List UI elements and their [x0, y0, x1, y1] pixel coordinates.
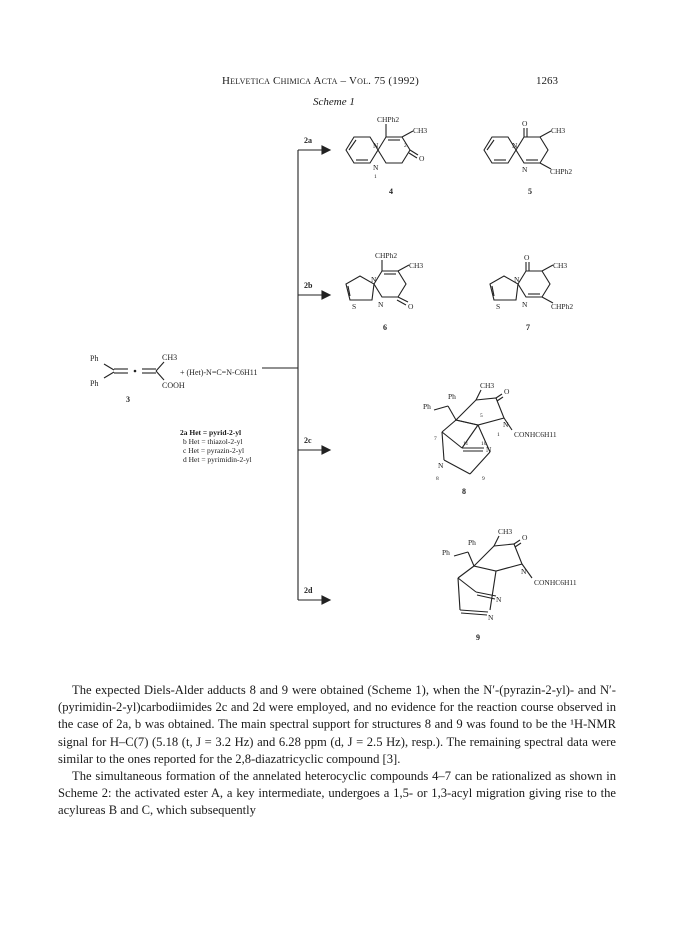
arrow-label-2c: 2c [304, 436, 312, 445]
c5-chph2: CHPh2 [550, 167, 573, 176]
c7-label: 7 [526, 323, 530, 332]
c8-n-10: N [486, 445, 492, 454]
c9-n-b: N [488, 613, 494, 622]
c4-pos-2: 2 [404, 143, 407, 149]
c4-oxo: O [419, 154, 425, 163]
c8-pos-1: 1 [497, 432, 500, 438]
c6-chph2: CHPh2 [375, 251, 398, 260]
c6-ch3: CH3 [409, 261, 424, 270]
compound-7 [490, 253, 573, 332]
c5-oxo: O [522, 119, 528, 128]
c3-label: 3 [126, 395, 130, 404]
c3-ch3: CH3 [162, 353, 178, 362]
legend-2a: 2a Het = pyrid-2-yl [180, 428, 242, 437]
c4-ch3: CH3 [413, 126, 428, 135]
arrow-label-2b: 2b [304, 281, 313, 290]
page-number: 1263 [536, 75, 558, 87]
compound-8 [423, 381, 557, 496]
c6-label: 6 [383, 323, 387, 332]
legend-2c: c Het = pyrazin-2-yl [183, 446, 245, 455]
c9-ch3: CH3 [498, 527, 513, 536]
compound-3 [90, 353, 257, 404]
paragraph-2: The simultaneous formation of the annelated heterocyclic compounds 4–7 can be rationalized as shown in Scheme 2: the activated ester A, a key intermediate, undergoes a 1,5- or 1,3-acyl migration giving rise to the acylureas B and C, which subsequently [58, 769, 616, 818]
c7-n-bridge: N [514, 275, 520, 284]
compound-9 [442, 527, 577, 642]
c9-ph-top: Ph [468, 538, 476, 547]
arrow-label-2d: 2d [304, 586, 313, 595]
compound-4 [346, 115, 427, 196]
c5-ch3: CH3 [551, 126, 566, 135]
c3-ph-bottom: Ph [90, 379, 99, 388]
paragraph-1: The expected Diels-Alder adducts 8 and 9 were obtained (Scheme 1), when the N′-(pyrazin-2-yl)- and N′-(pyrimidin-2-yl)carbodiimides 2c and 2d were employed, and no evidence for the reaction course observed in the case of 2a, b was obtained. The main spectral support for structures 8 and 9 was found to be the ¹H-NMR signal for H–C(7) (5.18 (t, J = 3.2 Hz) and 6.28 ppm (d, J = 2.5 Hz), resp.). The remaining spectral data were similar to the ones reported for the 2,8-diazatricyclic compound [3]. [58, 683, 616, 766]
c8-oxo: O [504, 387, 510, 396]
c8-pos-7: 7 [434, 436, 437, 442]
c7-n-ring: N [522, 300, 528, 309]
c8-ph-left: Ph [423, 402, 431, 411]
het-legend [180, 428, 252, 464]
c5-n-bridge: N [512, 141, 518, 150]
c9-ph-left: Ph [442, 548, 450, 557]
c3-ph-top: Ph [90, 354, 99, 363]
body-text [58, 682, 616, 820]
reagent-carbodiimide: + (Het)-N=C=N-C6H11 [180, 368, 258, 377]
c9-amide: CONHC6H11 [534, 578, 577, 587]
running-head: Helvetica Chimica Acta – Vol. 75 (1992) [222, 75, 419, 87]
c4-chph2: CHPh2 [377, 115, 400, 124]
c9-label: 9 [476, 633, 480, 642]
c5-n-ring: N [522, 165, 528, 174]
c8-amide: CONHC6H11 [514, 430, 557, 439]
c8-n-lactam: N [503, 420, 509, 429]
c9-n-lactam: N [521, 567, 527, 576]
c7-ch3: CH3 [553, 261, 568, 270]
compound-6 [346, 251, 423, 332]
c6-n-bridge: N [371, 275, 377, 284]
c3-cooh: COOH [162, 381, 185, 390]
scheme-title: Scheme 1 [313, 96, 355, 108]
c8-pos-5: 5 [480, 413, 483, 419]
c8-n-8: N [438, 461, 444, 470]
c8-ch3: CH3 [480, 381, 495, 390]
c9-n-a: N [496, 595, 502, 604]
c4-pos-1: 1 [374, 174, 377, 180]
arrow-label-2a: 2a [304, 136, 312, 145]
c8-pos-8: 8 [436, 476, 439, 482]
c4-label: 4 [389, 187, 393, 196]
c8-pos-11: 11 [463, 441, 469, 447]
c6-n-ring: N [378, 300, 384, 309]
c4-n-bridge: N [373, 141, 379, 150]
c5-label: 5 [528, 187, 532, 196]
c8-label: 8 [462, 487, 466, 496]
c8-ph-top: Ph [448, 392, 456, 401]
reaction-branches [262, 146, 330, 604]
legend-2b: b Het = thiazol-2-yl [183, 437, 243, 446]
c6-oxo: O [408, 302, 414, 311]
c7-sulfur: S [496, 302, 501, 311]
c8-pos-10: 10 [481, 441, 487, 447]
c6-sulfur: S [352, 302, 357, 311]
legend-2d: d Het = pyrimidin-2-yl [183, 455, 252, 464]
c7-oxo: O [524, 253, 530, 262]
c9-oxo: O [522, 533, 528, 542]
c7-chph2: CHPh2 [551, 302, 574, 311]
c4-n-ring: N [373, 163, 379, 172]
compound-5 [484, 119, 572, 196]
c8-pos-9: 9 [482, 476, 485, 482]
